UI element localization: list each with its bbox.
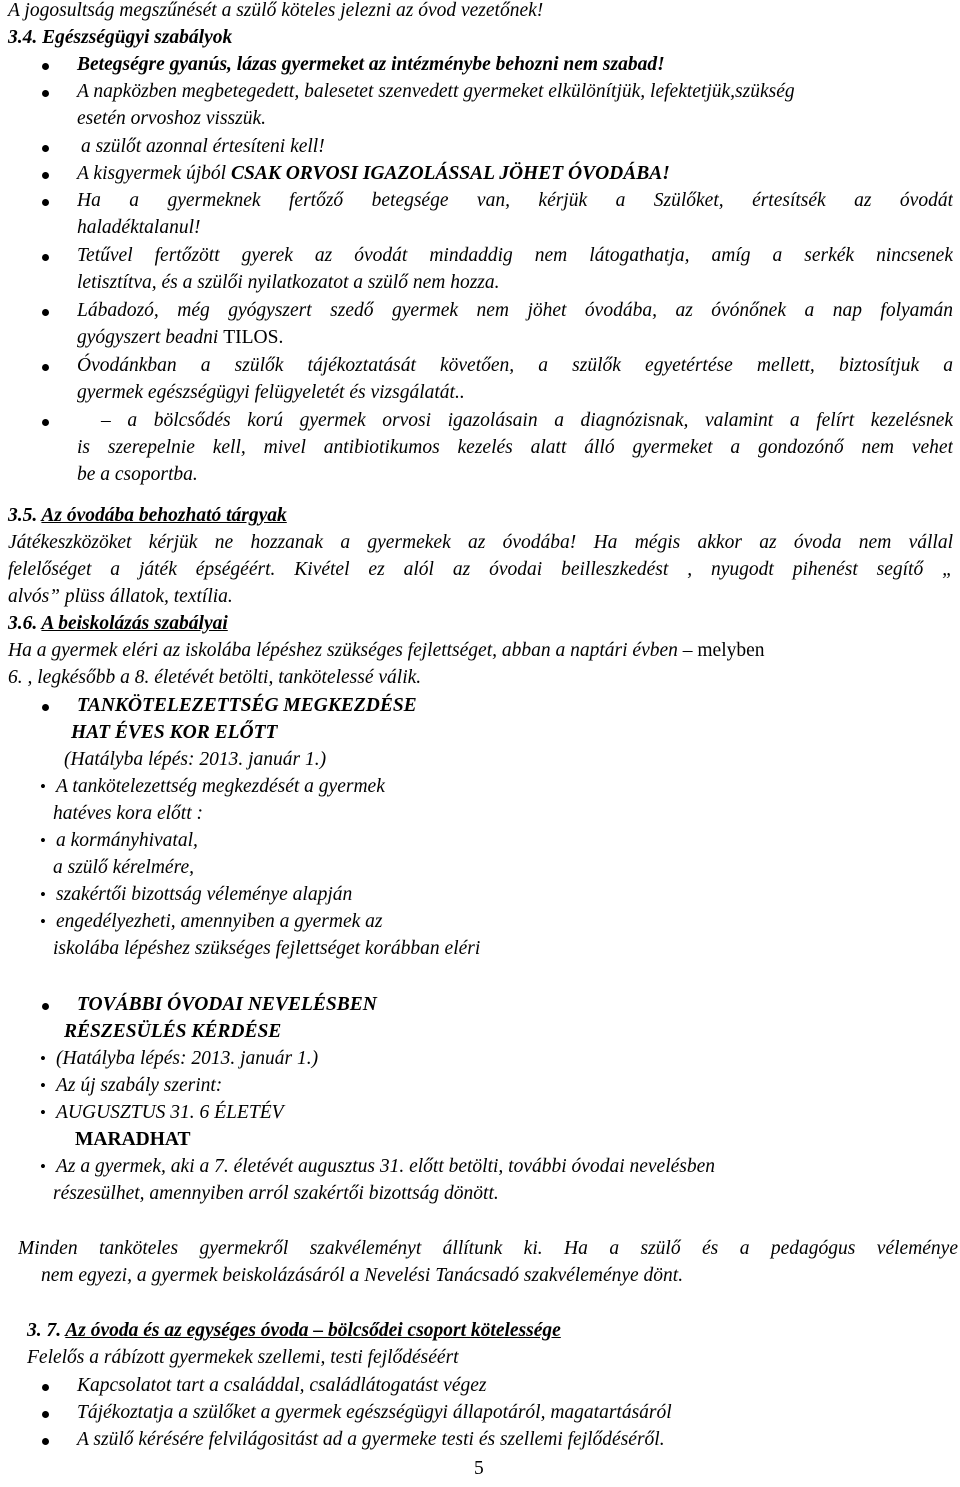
- section-number: 3.5.: [8, 505, 42, 526]
- bullet-icon: [42, 199, 49, 206]
- bullet-icon: [42, 1003, 49, 1010]
- list-item-text: [77, 324, 283, 351]
- list-item-text: Kapcsolatot tart a családdal, családlátogatást végez: [77, 1375, 487, 1396]
- list-item-heading: RÉSZESÜLÉS KÉRDÉSE: [64, 1021, 282, 1042]
- bullet-icon: [42, 172, 49, 179]
- list-item-text: A szülő kérésére felvilágositást ad a gyermeke testi és szellemi fejlődéséről.: [77, 1429, 665, 1450]
- emphasis-text: CSAK ORVOSI IGAZOLÁSSAL JÖHET ÓVODÁBA!: [230, 163, 670, 184]
- section-title: Az óvoda és az egységes óvoda – bölcsődei csoport kötelessége: [65, 1320, 561, 1341]
- text-line: Felelős a rábízott gyermekek szellemi, testi fejlődéséért: [27, 1347, 459, 1368]
- bullet-icon: [42, 90, 49, 97]
- section-heading-3-6: [8, 610, 228, 637]
- text-line: Minden tanköteles gyermekről szakvéleményt állítunk ki. Ha a szülő és a pedagógus véleménye: [18, 1238, 958, 1259]
- small-bullet-icon: •: [40, 1049, 46, 1068]
- text-line: Játékeszközöket kérjük ne hozzanak a gyermekek az óvodába! Ha mégis akkor az óvoda nem vállal: [8, 532, 953, 553]
- section-number: 3. 7.: [27, 1320, 66, 1341]
- bullet-icon: [42, 364, 49, 371]
- text-line: a szülő kérelmére,: [53, 857, 194, 878]
- bullet-icon: [42, 309, 49, 316]
- list-item-text: haladéktalanul!: [77, 217, 201, 238]
- section-title: Az óvodába behozható tárgyak: [41, 505, 287, 526]
- text-line: Az új szabály szerint:: [56, 1075, 223, 1096]
- bullet-icon: [42, 254, 49, 261]
- list-item-text: Tájékoztatja a szülőket a gyermek egészségügyi állapotáról, magatartásáról: [77, 1402, 672, 1423]
- list-item-text: A napközben megbetegedett, balesetet szenvedett gyermeket elkülönítjük, lefektetjük,szükség: [77, 81, 795, 102]
- list-item-heading: TANKÖTELEZETTSÉG MEGKEZDÉSE: [77, 695, 417, 716]
- section-number: 3.6.: [8, 613, 42, 634]
- text-line: engedélyezheti, amennyiben a gyermek az: [56, 911, 383, 932]
- list-item-text: Betegségre gyanús, lázas gyermeket az intézménybe behozni nem szabad!: [77, 54, 665, 75]
- list-item-heading: TOVÁBBI ÓVODAI NEVELÉSBEN: [77, 994, 377, 1015]
- list-item-text: Óvodánkban a szülők tájékoztatását követően, a szülők egyetértése mellett, biztosítjuk a: [77, 355, 953, 376]
- bullet-icon: [42, 63, 49, 70]
- section-heading-3-7: [27, 1317, 561, 1344]
- small-bullet-icon: •: [40, 1103, 46, 1122]
- text-line: (Hatályba lépés: 2013. január 1.): [64, 749, 327, 770]
- list-item-text: Tetűvel fertőzött gyerek az óvodát mindaddig nem látogathatja, amíg a serkék nincsenek: [77, 245, 953, 266]
- text-run: A kisgyermek újból: [77, 163, 231, 184]
- bullet-icon: [42, 1438, 49, 1445]
- list-item-text: esetén orvoshoz visszük.: [77, 108, 267, 129]
- bullet-icon: [42, 419, 49, 426]
- list-item-text: letisztítva, és a szülői nyilatkozatot a szülő nem hozza.: [77, 272, 500, 293]
- text-run: gyógyszert beadni: [77, 327, 224, 348]
- bullet-icon: [42, 1384, 49, 1391]
- list-item-text: [77, 160, 670, 187]
- small-bullet-icon: •: [40, 912, 46, 931]
- page-number: 5: [474, 1458, 484, 1479]
- section-heading-3-4: 3.4. Egészségügyi szabályok: [8, 27, 233, 48]
- bullet-icon: [42, 704, 49, 711]
- text-line: iskolába lépéshez szükséges fejlettséget korábban eléri: [53, 938, 481, 959]
- text-line: Az a gyermek, aki a 7. életévét augusztus 31. előtt betölti, további óvodai nevelésben: [56, 1156, 716, 1177]
- list-item-text: – a bölcsődés korú gyermek orvosi igazolásain a diagnózisnak, valamint a felírt kezelésnek: [101, 410, 953, 431]
- list-item-text: be a csoportba.: [77, 464, 198, 485]
- text-line: AUGUSZTUS 31. 6 ÉLETÉV: [56, 1102, 284, 1123]
- text-line: részesülhet, amennyiben arról szakértői bizottság dönött.: [53, 1183, 499, 1204]
- text-line: 6. , legkésőbb a 8. életévét betölti, tankötelessé válik.: [8, 667, 422, 688]
- small-bullet-icon: •: [40, 885, 46, 904]
- small-bullet-icon: •: [40, 1157, 46, 1176]
- small-bullet-icon: •: [40, 831, 46, 850]
- text-line: (Hatályba lépés: 2013. január 1.): [56, 1048, 319, 1069]
- list-item-text: is szerepelnie kell, mivel antibiotikumos kezelés alatt álló gyermeket a gondozónő nem vehet: [77, 437, 953, 458]
- text-line: A jogosultság megszűnését a szülő köteles jelezni az óvod vezetőnek!: [8, 0, 544, 21]
- text-line: felelőséget a játék épségéért. Kivétel ez alól az óvodai beilleszkedést , nyugodt pihenést segítő „: [8, 559, 953, 580]
- bullet-icon: [42, 1411, 49, 1418]
- section-title: A beiskolázás szabályai: [41, 613, 228, 634]
- text-line: a kormányhivatal,: [56, 830, 198, 851]
- text-line: nem egyezi, a gyermek beiskolázásáról a Nevelési Tanácsadó szakvéleménye dönt.: [41, 1265, 684, 1286]
- bullet-icon: [42, 145, 49, 152]
- list-item-text: Lábadozó, még gyógyszert szedő gyermek nem jöhet óvodába, az óvónőnek a nap folyamán: [77, 300, 953, 321]
- section-heading-3-5: [8, 502, 287, 529]
- list-item-text: a szülőt azonnal értesíteni kell!: [81, 136, 325, 157]
- text-run: Ha a gyermek eléri az iskolába lépéshez szükséges fejlettséget, abban a naptári évben –: [8, 640, 698, 661]
- text-run: melyben: [697, 640, 765, 661]
- emphasis-text: TILOS.: [223, 327, 284, 348]
- list-item-text: gyermek egészségügyi felügyeletét és vizsgálatát..: [77, 382, 465, 403]
- text-line: [8, 637, 765, 664]
- small-bullet-icon: •: [40, 1076, 46, 1095]
- text-line: hatéves kora előtt :: [53, 803, 203, 824]
- emphasis-text: MARADHAT: [75, 1129, 191, 1150]
- text-line: alvós” plüss állatok, textília.: [8, 586, 233, 607]
- list-item-text: Ha a gyermeknek fertőző betegsége van, kérjük a Szülőket, értesítsék az óvodát: [77, 190, 953, 211]
- small-bullet-icon: •: [40, 777, 46, 796]
- text-line: szakértői bizottság véleménye alapján: [56, 884, 353, 905]
- list-item-heading: HAT ÉVES KOR ELŐTT: [71, 722, 278, 743]
- text-line: A tankötelezettség megkezdését a gyermek: [56, 776, 385, 797]
